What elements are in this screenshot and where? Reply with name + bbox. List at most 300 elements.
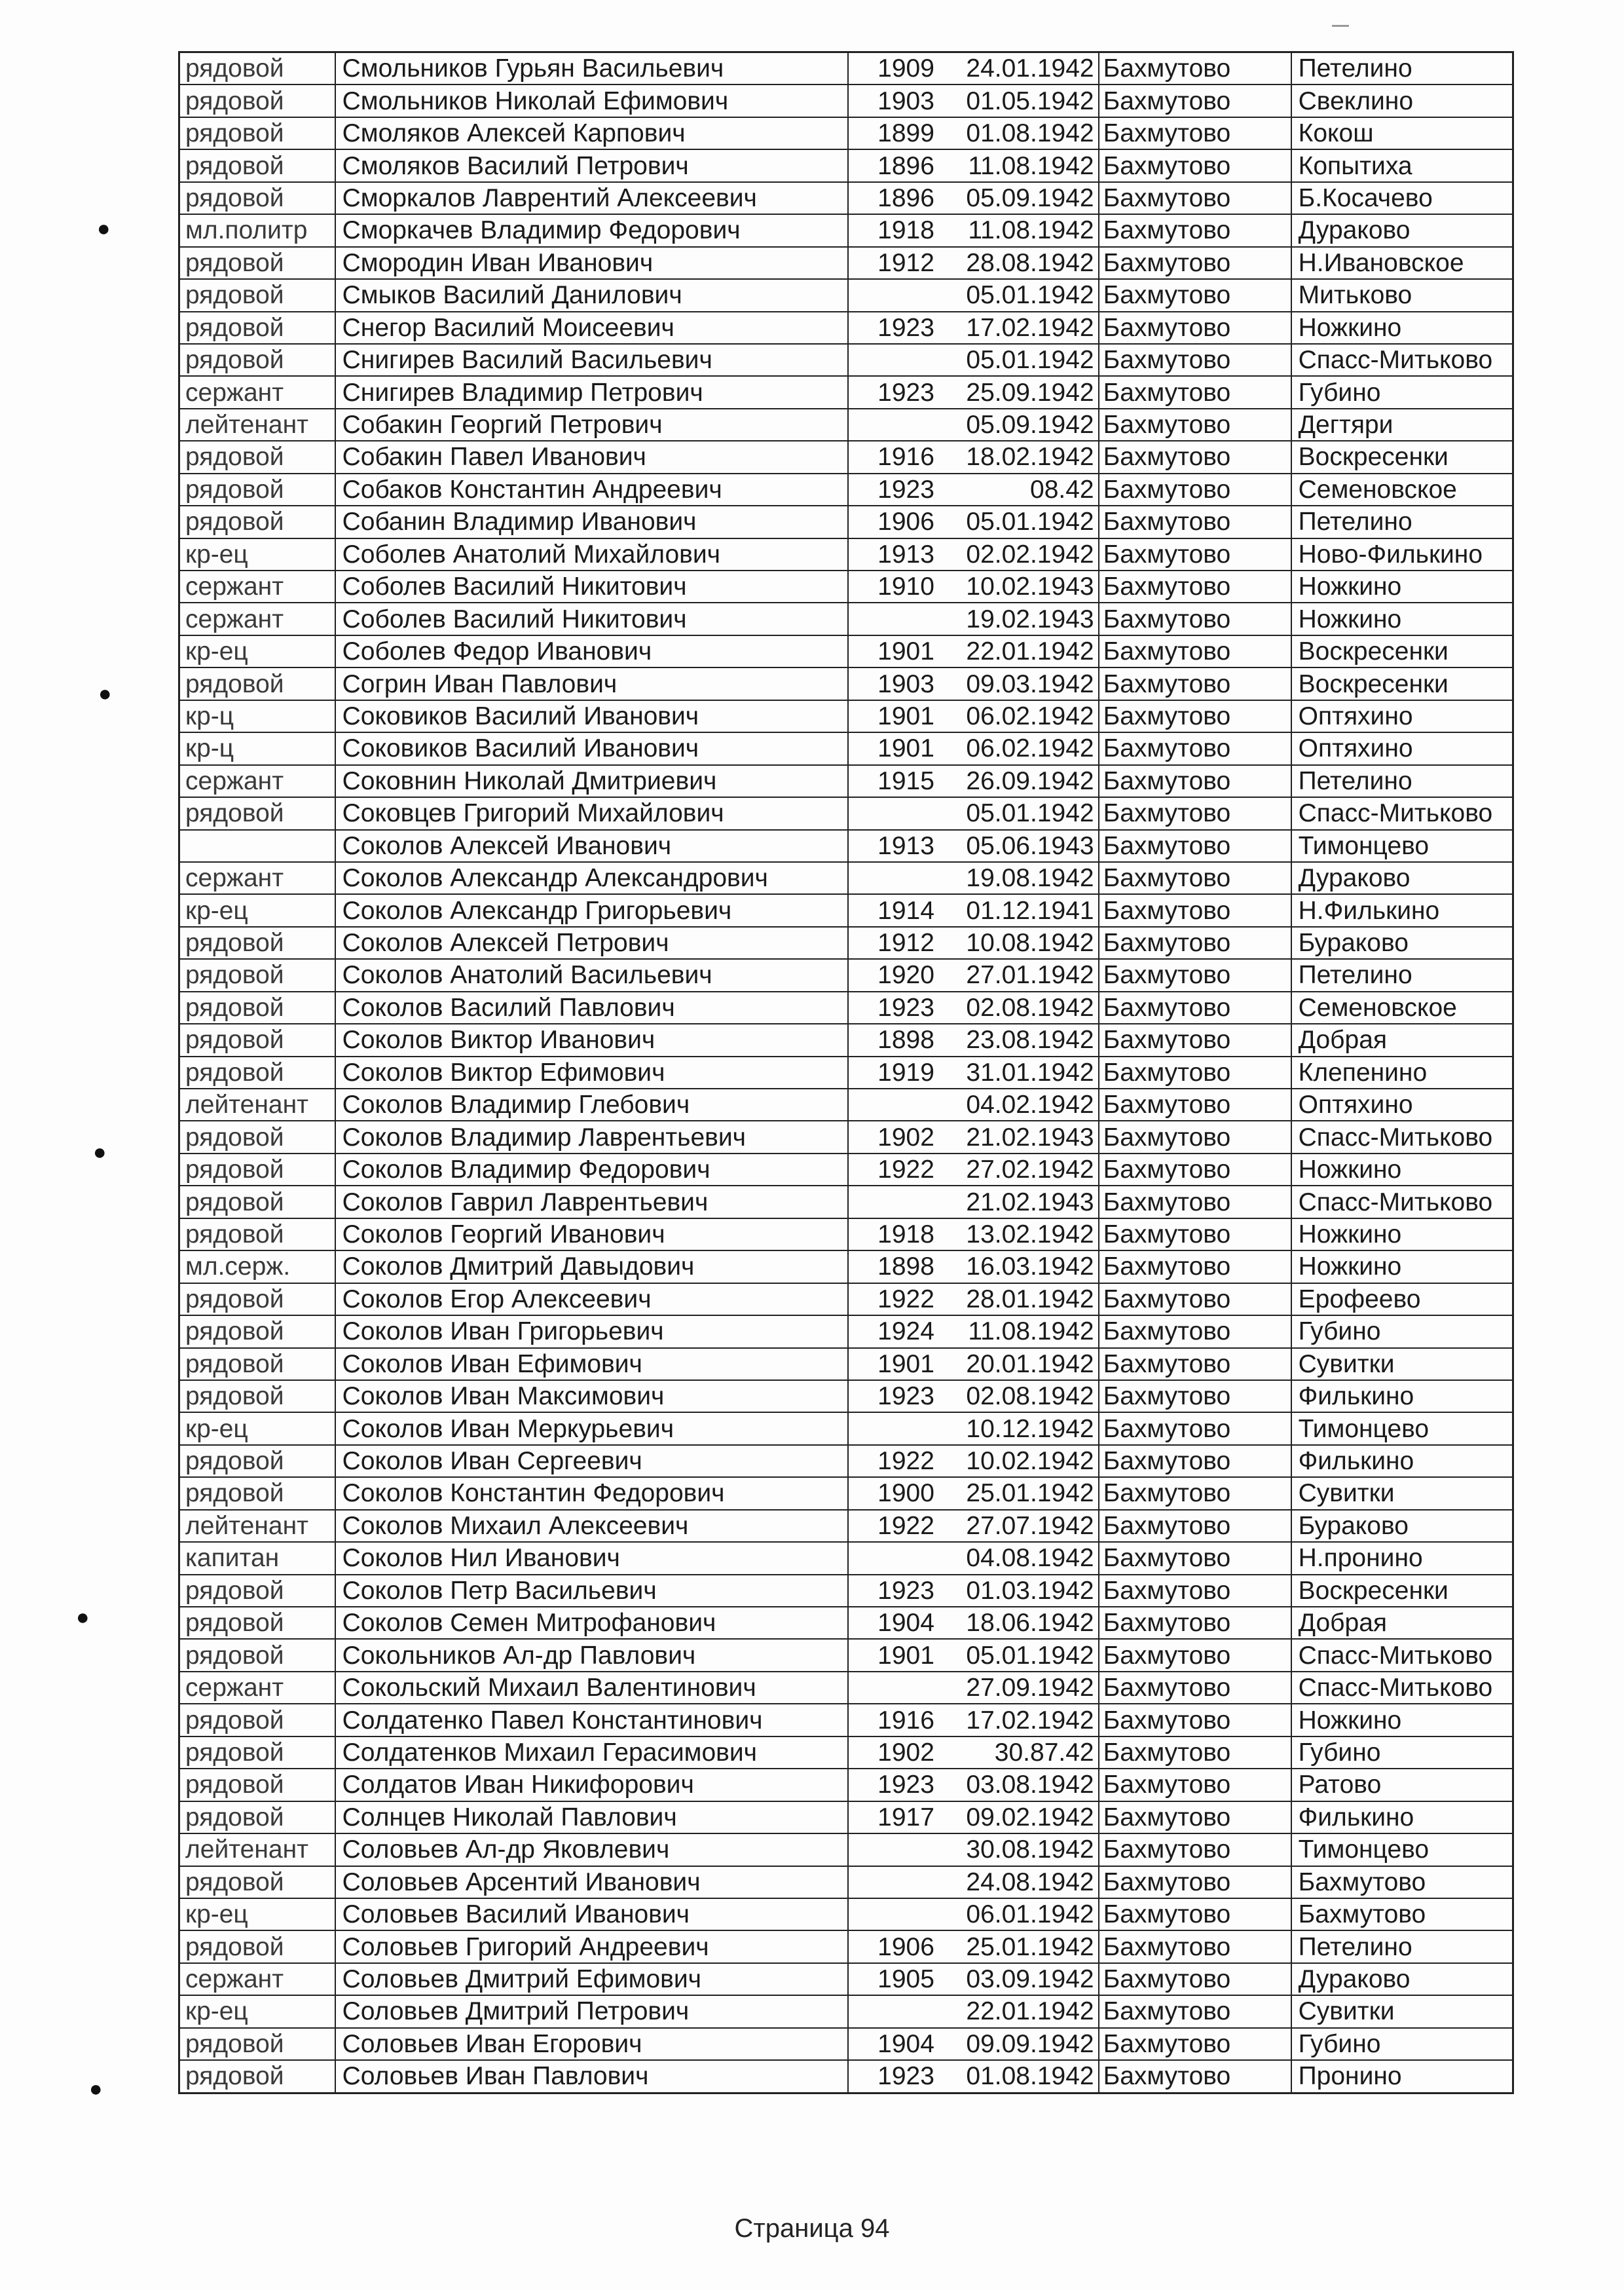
place-cell: Бахмутово [1099,830,1291,862]
date-cell: 30.08.1942 [938,1833,1099,1866]
rank-cell [179,830,335,862]
full-name-cell: Смольников Гурьян Васильевич [335,52,848,85]
village-cell: Воскресенки [1291,635,1513,667]
full-name-cell: Соколов Константин Федорович [335,1477,848,1509]
date-cell: 22.01.1942 [938,635,1099,667]
date-cell: 31.01.1942 [938,1057,1099,1089]
birth-year-cell [848,1186,938,1218]
table-row [179,1186,1513,1218]
rank-cell: кр-ец [179,635,335,667]
rank-cell: сержант [179,765,335,797]
place-cell: Бахмутово [1099,1154,1291,1186]
table-row [179,1283,1513,1315]
rank-cell: рядовой [179,52,335,85]
birth-year-cell: 1923 [848,1380,938,1412]
village-cell: Добрая [1291,1607,1513,1639]
village-cell: Петелино [1291,52,1513,85]
birth-year-cell: 1912 [848,247,938,279]
date-cell: 03.09.1942 [938,1963,1099,1995]
full-name-cell: Солдатенко Павел Константинович [335,1704,848,1736]
village-cell: Оптяхино [1291,700,1513,732]
rank-cell: рядовой [179,927,335,959]
full-name-cell: Соболев Василий Никитович [335,571,848,603]
table-row [179,1898,1513,1930]
rank-cell: рядовой [179,149,335,181]
rank-cell: кр-ц [179,732,335,764]
village-cell: Ножкино [1291,571,1513,603]
rank-cell: кр-ц [179,700,335,732]
full-name-cell: Соколов Дмитрий Давыдович [335,1250,848,1283]
full-name-cell: Соловьев Григорий Андреевич [335,1930,848,1962]
place-cell: Бахмутово [1099,862,1291,894]
table-row [179,1510,1513,1542]
table-row [179,52,1513,85]
rank-cell: рядовой [179,279,335,311]
birth-year-cell: 1923 [848,312,938,344]
birth-year-cell: 1910 [848,571,938,603]
rank-cell: рядовой [179,1445,335,1477]
birth-year-cell: 1923 [848,1575,938,1607]
rank-cell: рядовой [179,1801,335,1833]
birth-year-cell: 1904 [848,2028,938,2060]
rank-cell: рядовой [179,797,335,829]
full-name-cell: Смольников Николай Ефимович [335,84,848,117]
place-cell: Бахмутово [1099,441,1291,473]
place-cell: Бахмутово [1099,1801,1291,1833]
full-name-cell: Смородин Иван Иванович [335,247,848,279]
date-cell: 27.07.1942 [938,1510,1099,1542]
place-cell: Бахмутово [1099,1250,1291,1283]
full-name-cell: Соколов Георгий Иванович [335,1218,848,1250]
birth-year-cell: 1914 [848,894,938,926]
full-name-cell: Соколов Александр Александрович [335,862,848,894]
place-cell: Бахмутово [1099,992,1291,1024]
birth-year-cell: 1922 [848,1445,938,1477]
date-cell: 09.02.1942 [938,1801,1099,1833]
full-name-cell: Соловьев Иван Егорович [335,2028,848,2060]
date-cell: 09.09.1942 [938,2028,1099,2060]
village-cell: Ратово [1291,1769,1513,1801]
village-cell: Ново-Филькино [1291,538,1513,571]
full-name-cell: Соколов Семен Митрофанович [335,1607,848,1639]
place-cell: Бахмутово [1099,1672,1291,1704]
table-row [179,700,1513,732]
village-cell: Петелино [1291,959,1513,991]
date-cell: 30.87.42 [938,1736,1099,1769]
full-name-cell: Соколов Нил Иванович [335,1542,848,1574]
birth-year-cell: 1903 [848,84,938,117]
rank-cell: лейтенант [179,1833,335,1866]
birth-year-cell: 1918 [848,1218,938,1250]
place-cell: Бахмутово [1099,2060,1291,2093]
birth-year-cell: 1919 [848,1057,938,1089]
table-row [179,1866,1513,1898]
date-cell: 24.08.1942 [938,1866,1099,1898]
table-row [179,1089,1513,1121]
table-row [179,635,1513,667]
date-cell: 10.02.1942 [938,1445,1099,1477]
full-name-cell: Соловьев Иван Павлович [335,2060,848,2093]
rank-cell: сержант [179,603,335,635]
place-cell: Бахмутово [1099,797,1291,829]
rank-cell: рядовой [179,1639,335,1671]
birth-year-cell: 1912 [848,927,938,959]
village-cell: Спасс-Митьково [1291,344,1513,376]
birth-year-cell: 1923 [848,376,938,408]
full-name-cell: Соколов Владимир Глебович [335,1089,848,1121]
table-row [179,1833,1513,1866]
birth-year-cell: 1920 [848,959,938,991]
village-cell: Клепенино [1291,1057,1513,1089]
date-cell: 11.08.1942 [938,149,1099,181]
place-cell: Бахмутово [1099,1898,1291,1930]
date-cell: 05.01.1942 [938,506,1099,538]
village-cell: Дегтяри [1291,409,1513,441]
full-name-cell: Солдатов Иван Никифорович [335,1769,848,1801]
rank-cell: сержант [179,862,335,894]
rank-cell: рядовой [179,1218,335,1250]
full-name-cell: Соловьев Дмитрий Петрович [335,1995,848,2027]
birth-year-cell [848,279,938,311]
date-cell: 01.08.1942 [938,117,1099,149]
place-cell: Бахмутово [1099,1024,1291,1056]
table-row [179,474,1513,506]
full-name-cell: Соколов Гаврил Лаврентьевич [335,1186,848,1218]
table-row [179,1315,1513,1347]
place-cell: Бахмутово [1099,52,1291,85]
full-name-cell: Соколов Алексей Иванович [335,830,848,862]
table-row [179,1639,1513,1671]
date-cell: 04.02.1942 [938,1089,1099,1121]
table-row [179,1736,1513,1769]
birth-year-cell [848,1833,938,1866]
rank-cell: сержант [179,571,335,603]
place-cell: Бахмутово [1099,765,1291,797]
rank-cell: рядовой [179,344,335,376]
birth-year-cell: 1916 [848,441,938,473]
full-name-cell: Снигирев Василий Васильевич [335,344,848,376]
village-cell: Бахмутово [1291,1898,1513,1930]
full-name-cell: Соколов Виктор Иванович [335,1024,848,1056]
casualty-records-table [178,51,1514,2094]
full-name-cell: Солнцев Николай Павлович [335,1801,848,1833]
rank-cell: рядовой [179,1866,335,1898]
date-cell: 05.01.1942 [938,1639,1099,1671]
place-cell: Бахмутово [1099,117,1291,149]
village-cell: Тимонцево [1291,1833,1513,1866]
village-cell: Оптяхино [1291,732,1513,764]
village-cell: Тимонцево [1291,830,1513,862]
full-name-cell: Соколов Иван Максимович [335,1380,848,1412]
place-cell: Бахмутово [1099,1769,1291,1801]
place-cell: Бахмутово [1099,700,1291,732]
date-cell: 26.09.1942 [938,765,1099,797]
full-name-cell: Соловьев Арсентий Иванович [335,1866,848,1898]
table-row [179,182,1513,214]
birth-year-cell: 1917 [848,1801,938,1833]
full-name-cell: Соковнин Николай Дмитриевич [335,765,848,797]
date-cell: 05.01.1942 [938,797,1099,829]
records-table-body [179,52,1513,2093]
full-name-cell: Соколов Владимир Лаврентьевич [335,1121,848,1153]
rank-cell: мл.политр [179,214,335,246]
rank-cell: рядовой [179,1607,335,1639]
rank-cell: кр-ец [179,538,335,571]
birth-year-cell: 1906 [848,1930,938,1962]
village-cell: Дураково [1291,1963,1513,1995]
village-cell: Филькино [1291,1380,1513,1412]
table-row [179,1704,1513,1736]
table-row [179,2060,1513,2093]
full-name-cell: Снигирев Владимир Петрович [335,376,848,408]
village-cell: Сувитки [1291,1348,1513,1380]
punch-hole-mark: ● [98,681,112,706]
place-cell: Бахмутово [1099,1607,1291,1639]
place-cell: Бахмутово [1099,1639,1291,1671]
birth-year-cell: 1913 [848,538,938,571]
table-row [179,1801,1513,1833]
village-cell: Петелино [1291,506,1513,538]
birth-year-cell [848,603,938,635]
date-cell: 11.08.1942 [938,214,1099,246]
date-cell: 28.08.1942 [938,247,1099,279]
place-cell: Бахмутово [1099,182,1291,214]
full-name-cell: Собанин Владимир Иванович [335,506,848,538]
place-cell: Бахмутово [1099,635,1291,667]
village-cell: Бураково [1291,927,1513,959]
rank-cell: рядовой [179,1024,335,1056]
village-cell: Дураково [1291,214,1513,246]
date-cell: 10.12.1942 [938,1412,1099,1444]
place-cell: Бахмутово [1099,247,1291,279]
date-cell: 25.01.1942 [938,1930,1099,1962]
village-cell: Спасс-Митьково [1291,1672,1513,1704]
place-cell: Бахмутово [1099,571,1291,603]
full-name-cell: Соловьев Ал-др Яковлевич [335,1833,848,1866]
rank-cell: рядовой [179,441,335,473]
place-cell: Бахмутово [1099,409,1291,441]
table-row [179,1477,1513,1509]
birth-year-cell: 1924 [848,1315,938,1347]
place-cell: Бахмутово [1099,1218,1291,1250]
rank-cell: рядовой [179,1154,335,1186]
table-row [179,149,1513,181]
birth-year-cell: 1901 [848,1639,938,1671]
birth-year-cell [848,1412,938,1444]
rank-cell: рядовой [179,1186,335,1218]
full-name-cell: Соловьев Василий Иванович [335,1898,848,1930]
rank-cell: рядовой [179,312,335,344]
village-cell: Семеновское [1291,474,1513,506]
place-cell: Бахмутово [1099,1866,1291,1898]
birth-year-cell: 1923 [848,1769,938,1801]
rank-cell: мл.серж. [179,1250,335,1283]
birth-year-cell: 1922 [848,1283,938,1315]
village-cell: Губино [1291,376,1513,408]
birth-year-cell [848,1542,938,1574]
date-cell: 25.01.1942 [938,1477,1099,1509]
table-row [179,409,1513,441]
date-cell: 28.01.1942 [938,1283,1099,1315]
birth-year-cell: 1923 [848,2060,938,2093]
birth-year-cell: 1902 [848,1736,938,1769]
rank-cell: рядовой [179,1348,335,1380]
birth-year-cell [848,344,938,376]
full-name-cell: Соколов Иван Ефимович [335,1348,848,1380]
date-cell: 09.03.1942 [938,667,1099,700]
full-name-cell: Соколов Иван Григорьевич [335,1315,848,1347]
place-cell: Бахмутово [1099,376,1291,408]
birth-year-cell: 1904 [848,1607,938,1639]
birth-year-cell: 1916 [848,1704,938,1736]
village-cell: Воскресенки [1291,1575,1513,1607]
place-cell: Бахмутово [1099,84,1291,117]
rank-cell: кр-ец [179,1898,335,1930]
table-row [179,441,1513,473]
rank-cell: рядовой [179,84,335,117]
birth-year-cell: 1896 [848,149,938,181]
rank-cell: рядовой [179,1769,335,1801]
full-name-cell: Собаков Константин Андреевич [335,474,848,506]
table-row [179,1930,1513,1962]
place-cell: Бахмутово [1099,1704,1291,1736]
village-cell: Ножкино [1291,312,1513,344]
full-name-cell: Соколов Алексей Петрович [335,927,848,959]
date-cell: 03.08.1942 [938,1769,1099,1801]
village-cell: Дураково [1291,862,1513,894]
full-name-cell: Соболев Федор Иванович [335,635,848,667]
date-cell: 01.05.1942 [938,84,1099,117]
place-cell: Бахмутово [1099,959,1291,991]
village-cell: Спасс-Митьково [1291,1121,1513,1153]
punch-hole-mark: ● [97,216,111,241]
table-row [179,571,1513,603]
table-row [179,344,1513,376]
birth-year-cell [848,1995,938,2027]
date-cell: 01.03.1942 [938,1575,1099,1607]
date-cell: 01.08.1942 [938,2060,1099,2093]
date-cell: 05.09.1942 [938,409,1099,441]
place-cell: Бахмутово [1099,1736,1291,1769]
full-name-cell: Сокольников Ал-др Павлович [335,1639,848,1671]
place-cell: Бахмутово [1099,603,1291,635]
full-name-cell: Согрин Иван Павлович [335,667,848,700]
full-name-cell: Сокольский Михаил Валентинович [335,1672,848,1704]
date-cell: 05.06.1943 [938,830,1099,862]
place-cell: Бахмутово [1099,1283,1291,1315]
full-name-cell: Соколов Анатолий Васильевич [335,959,848,991]
birth-year-cell: 1913 [848,830,938,862]
place-cell: Бахмутово [1099,1445,1291,1477]
full-name-cell: Соловьев Дмитрий Ефимович [335,1963,848,1995]
date-cell: 02.08.1942 [938,992,1099,1024]
birth-year-cell: 1901 [848,1348,938,1380]
village-cell: Б.Косачево [1291,182,1513,214]
full-name-cell: Соколов Михаил Алексеевич [335,1510,848,1542]
village-cell: Сувитки [1291,1477,1513,1509]
village-cell: Ножкино [1291,1154,1513,1186]
rank-cell: сержант [179,1963,335,1995]
place-cell: Бахмутово [1099,667,1291,700]
place-cell: Бахмутово [1099,1995,1291,2027]
table-row [179,279,1513,311]
village-cell: Воскресенки [1291,441,1513,473]
rank-cell: лейтенант [179,1510,335,1542]
date-cell: 08.42 [938,474,1099,506]
rank-cell: сержант [179,376,335,408]
table-row [179,1607,1513,1639]
full-name-cell: Соколов Василий Павлович [335,992,848,1024]
place-cell: Бахмутово [1099,894,1291,926]
table-row [179,1575,1513,1607]
birth-year-cell [848,1672,938,1704]
table-row [179,959,1513,991]
full-name-cell: Соколов Александр Григорьевич [335,894,848,926]
date-cell: 11.08.1942 [938,1315,1099,1347]
punch-hole-mark: ● [76,1605,90,1630]
full-name-cell: Соколов Виктор Ефимович [335,1057,848,1089]
full-name-cell: Соковцев Григорий Михайлович [335,797,848,829]
table-row [179,667,1513,700]
village-cell: Семеновское [1291,992,1513,1024]
rank-cell: кр-ец [179,1995,335,2027]
table-row [179,765,1513,797]
table-row [179,1769,1513,1801]
full-name-cell: Соколов Петр Васильевич [335,1575,848,1607]
rank-cell: рядовой [179,1380,335,1412]
place-cell: Бахмутово [1099,927,1291,959]
birth-year-cell: 1909 [848,52,938,85]
village-cell: Оптяхино [1291,1089,1513,1121]
table-row [179,1542,1513,1574]
village-cell: Спасс-Митьково [1291,1639,1513,1671]
village-cell: Бахмутово [1291,1866,1513,1898]
date-cell: 06.01.1942 [938,1898,1099,1930]
date-cell: 18.06.1942 [938,1607,1099,1639]
table-row [179,1963,1513,1995]
place-cell: Бахмутово [1099,1575,1291,1607]
village-cell: Губино [1291,1315,1513,1347]
date-cell: 27.02.1942 [938,1154,1099,1186]
birth-year-cell [848,797,938,829]
place-cell: Бахмутово [1099,1348,1291,1380]
village-cell: Н.Филькино [1291,894,1513,926]
village-cell: Губино [1291,2028,1513,2060]
full-name-cell: Соболев Анатолий Михайлович [335,538,848,571]
birth-year-cell: 1903 [848,667,938,700]
village-cell: Ерофеево [1291,1283,1513,1315]
table-row [179,1121,1513,1153]
village-cell: Филькино [1291,1801,1513,1833]
place-cell: Бахмутово [1099,1510,1291,1542]
rank-cell: рядовой [179,959,335,991]
table-row [179,1057,1513,1089]
full-name-cell: Соколов Иван Меркурьевич [335,1412,848,1444]
birth-year-cell: 1915 [848,765,938,797]
table-row [179,894,1513,926]
date-cell: 17.02.1942 [938,312,1099,344]
date-cell: 02.02.1942 [938,538,1099,571]
birth-year-cell: 1902 [848,1121,938,1153]
table-row [179,214,1513,246]
full-name-cell: Смоляков Алексей Карпович [335,117,848,149]
table-row [179,506,1513,538]
full-name-cell: Солдатенков Михаил Герасимович [335,1736,848,1769]
place-cell: Бахмутово [1099,1930,1291,1962]
table-row [179,1672,1513,1704]
place-cell: Бахмутово [1099,1089,1291,1121]
rank-cell: рядовой [179,182,335,214]
